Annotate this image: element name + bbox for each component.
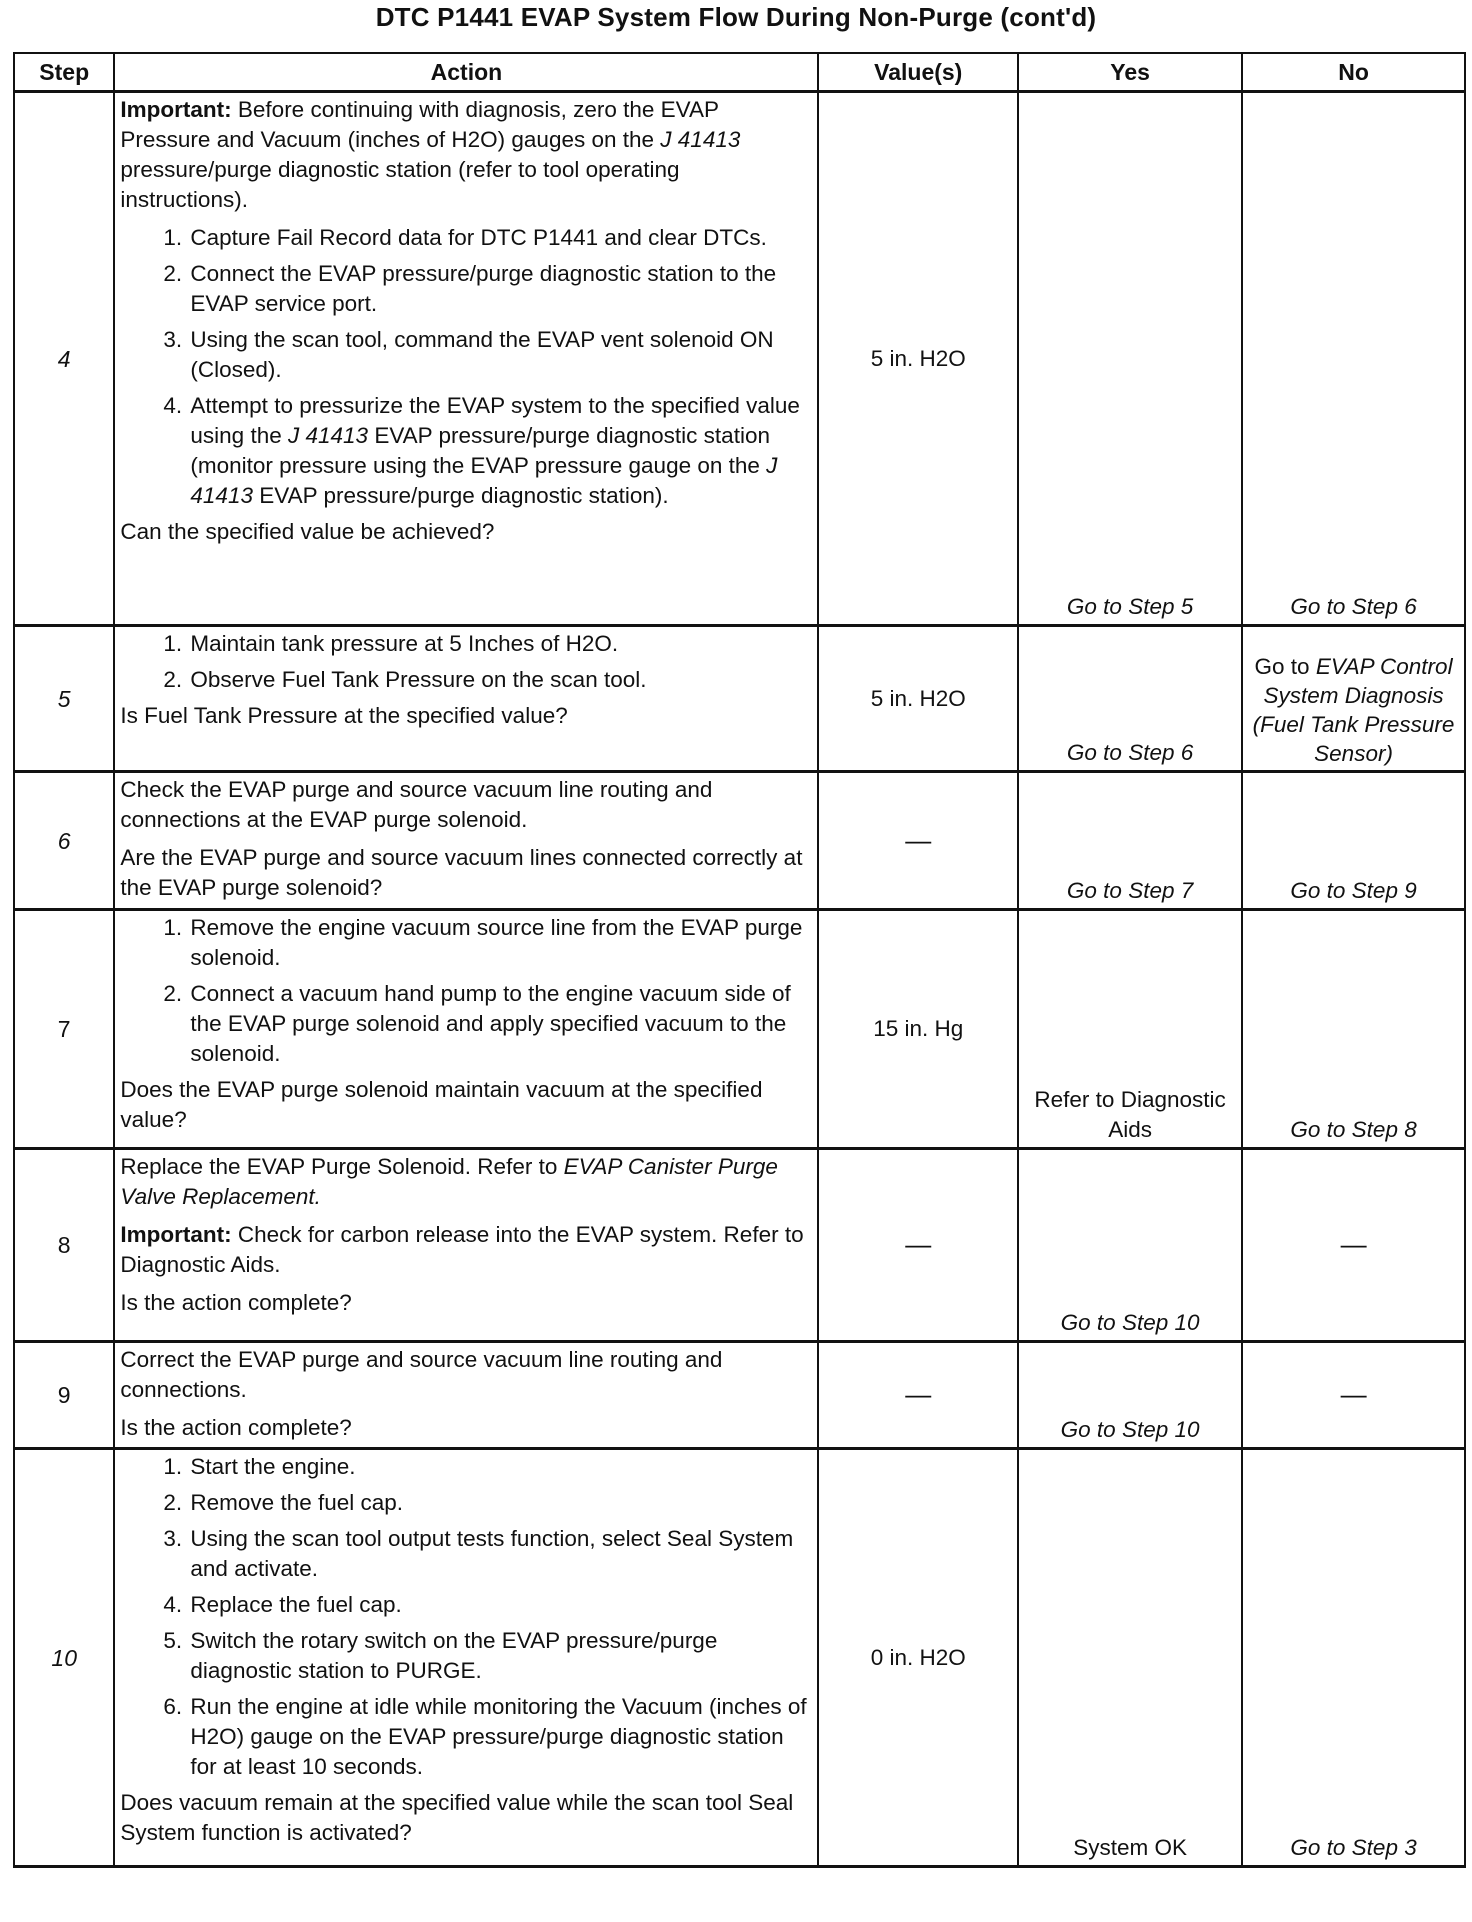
question: Can the specified value be achieved? [120,519,495,544]
procedure-list [120,913,811,1069]
no-action [1242,1149,1465,1342]
procedure-item: 2. Remove the fuel cap. [188,1488,811,1518]
procedure-text: EVAP pressure/purge diagnostic station). [252,483,669,508]
instruction-text-part: Replace the EVAP Purge Solenoid. Refer to [120,1154,564,1179]
no-action: Go to Step 6 [1242,92,1465,626]
action-cell [114,910,818,1149]
no-action [1242,626,1465,772]
question: Are the EVAP purge and source vacuum lines connected correctly at the EVAP purge solenoid? [120,845,803,900]
important-text: Check for carbon release into the EVAP system. Refer to Diagnostic Aids. [120,1222,804,1277]
action-cell [114,772,818,910]
question: Does the EVAP purge solenoid maintain vacuum at the specified value? [120,1077,763,1132]
question: Is the action complete? [120,1415,352,1440]
header-no: No [1242,53,1465,92]
no-action: Go to Step 3 [1242,1449,1465,1867]
table-row [14,1449,1465,1867]
spec-value: 0 in. H2O [818,1449,1018,1867]
procedure-item: 5. Switch the rotary switch on the EVAP pressure/purge diagnostic station to PURGE. [188,1626,811,1686]
procedure-item: 1. Start the engine. [188,1452,811,1482]
step-number: 5 [14,626,114,772]
empty-value-dash: — [905,1379,932,1409]
action-cell [114,1449,818,1867]
instruction-text [120,1152,811,1212]
procedure-text: EVAP pressure/purge diagnostic station (monitor pressure using the EVAP pressure gauge on the [190,423,770,478]
action-cell [114,626,818,772]
procedure-list [120,223,811,511]
procedure-list [120,1452,811,1782]
header-step: Step [14,53,114,92]
important-text: pressure/purge diagnostic station (refer to tool operating instructions). [120,157,680,212]
action-cell [114,1342,818,1449]
procedure-item: 1. Remove the engine vacuum source line from the EVAP purge solenoid. [188,913,811,973]
header-values: Value(s) [818,53,1018,92]
table-row [14,1149,1465,1342]
step-number: 9 [14,1342,114,1449]
procedure-item: 3. Using the scan tool output tests function, select Seal System and activate. [188,1524,811,1584]
procedure-item: 2. Connect a vacuum hand pump to the engine vacuum side of the EVAP purge solenoid and apply specified vacuum to the solenoid. [188,979,811,1069]
step-number: 7 [14,910,114,1149]
empty-value-dash: — [905,824,932,855]
step-number: 4 [14,92,114,626]
instruction-text: Check the EVAP purge and source vacuum line routing and connections at the EVAP purge solenoid. [120,777,713,832]
empty-value-dash: — [1340,1379,1367,1409]
procedure-item: 4. Replace the fuel cap. [188,1590,811,1620]
procedure-item [188,391,811,511]
spec-value [818,1342,1018,1449]
procedure-reference: EVAP Control System Diagnosis (Fuel Tank Pressure Sensor) [1252,654,1455,766]
step-number: 10 [14,1449,114,1867]
empty-value-dash: — [1340,1229,1367,1259]
spec-value [818,772,1018,910]
procedure-item: 6. Run the engine at idle while monitoring the Vacuum (inches of H2O) gauge on the EVAP pressure/purge diagnostic station for at least 10 seconds. [188,1692,811,1782]
page-title: DTC P1441 EVAP System Flow During Non-Purge (cont'd) [375,2,1097,32]
action-cell [114,92,818,626]
procedure-text: Attempt to pressurize the EVAP system to the specified value using the [190,393,800,448]
no-action: Go to Step 8 [1242,910,1465,1149]
no-action-prefix: Go to [1254,654,1316,679]
important-note [120,1220,811,1280]
yes-action: Go to Step 5 [1018,92,1242,626]
header-row [14,53,1465,92]
procedure-item: 1. Capture Fail Record data for DTC P1441 and clear DTCs. [188,223,811,253]
procedure-item: 3. Using the scan tool, command the EVAP vent solenoid ON (Closed). [188,325,811,385]
tool-reference: J 41413 [287,423,369,448]
yes-action: Go to Step 7 [1018,772,1242,910]
tool-reference: J 41413 [190,453,778,508]
empty-value-dash: — [905,1229,932,1259]
yes-action: Go to Step 6 [1018,626,1242,772]
important-note [120,95,811,215]
procedure-item: 2. Observe Fuel Tank Pressure on the scan tool. [188,665,811,695]
table-row [14,1342,1465,1449]
procedure-list [120,629,811,695]
procedure-reference: EVAP Canister Purge Valve Replacement. [120,1154,778,1209]
tool-reference: J 41413 [660,127,741,152]
question: Does vacuum remain at the specified value while the scan tool Seal System function is activated? [120,1790,794,1845]
yes-action: Refer to Diagnostic Aids [1018,910,1242,1149]
question: Is the action complete? [120,1290,352,1315]
no-action [1242,1342,1465,1449]
important-label: Important: [120,1222,232,1247]
spec-value [818,1149,1018,1342]
table-row [14,772,1465,910]
important-text: Before continuing with diagnosis, zero the EVAP Pressure and Vacuum (inches of H2O) gauges on the [120,97,719,152]
no-action: Go to Step 9 [1242,772,1465,910]
yes-action: Go to Step 10 [1018,1342,1242,1449]
yes-action: System OK [1018,1449,1242,1867]
yes-action: Go to Step 10 [1018,1149,1242,1342]
diagnostic-table [13,52,1466,1868]
action-cell [114,1149,818,1342]
table-row [14,910,1465,1149]
procedure-item: 1. Maintain tank pressure at 5 Inches of H2O. [188,629,811,659]
instruction-text: Correct the EVAP purge and source vacuum line routing and connections. [120,1347,723,1402]
important-label: Important: [120,97,232,122]
step-number: 8 [14,1149,114,1342]
header-action: Action [114,53,818,92]
header-yes: Yes [1018,53,1242,92]
spec-value: 5 in. H2O [818,92,1018,626]
table-row [14,92,1465,626]
table-row [14,626,1465,772]
step-number: 6 [14,772,114,910]
procedure-item: 2. Connect the EVAP pressure/purge diagnostic station to the EVAP service port. [188,259,811,319]
spec-value: 5 in. H2O [818,626,1018,772]
question: Is Fuel Tank Pressure at the specified value? [120,703,568,728]
spec-value: 15 in. Hg [818,910,1018,1149]
